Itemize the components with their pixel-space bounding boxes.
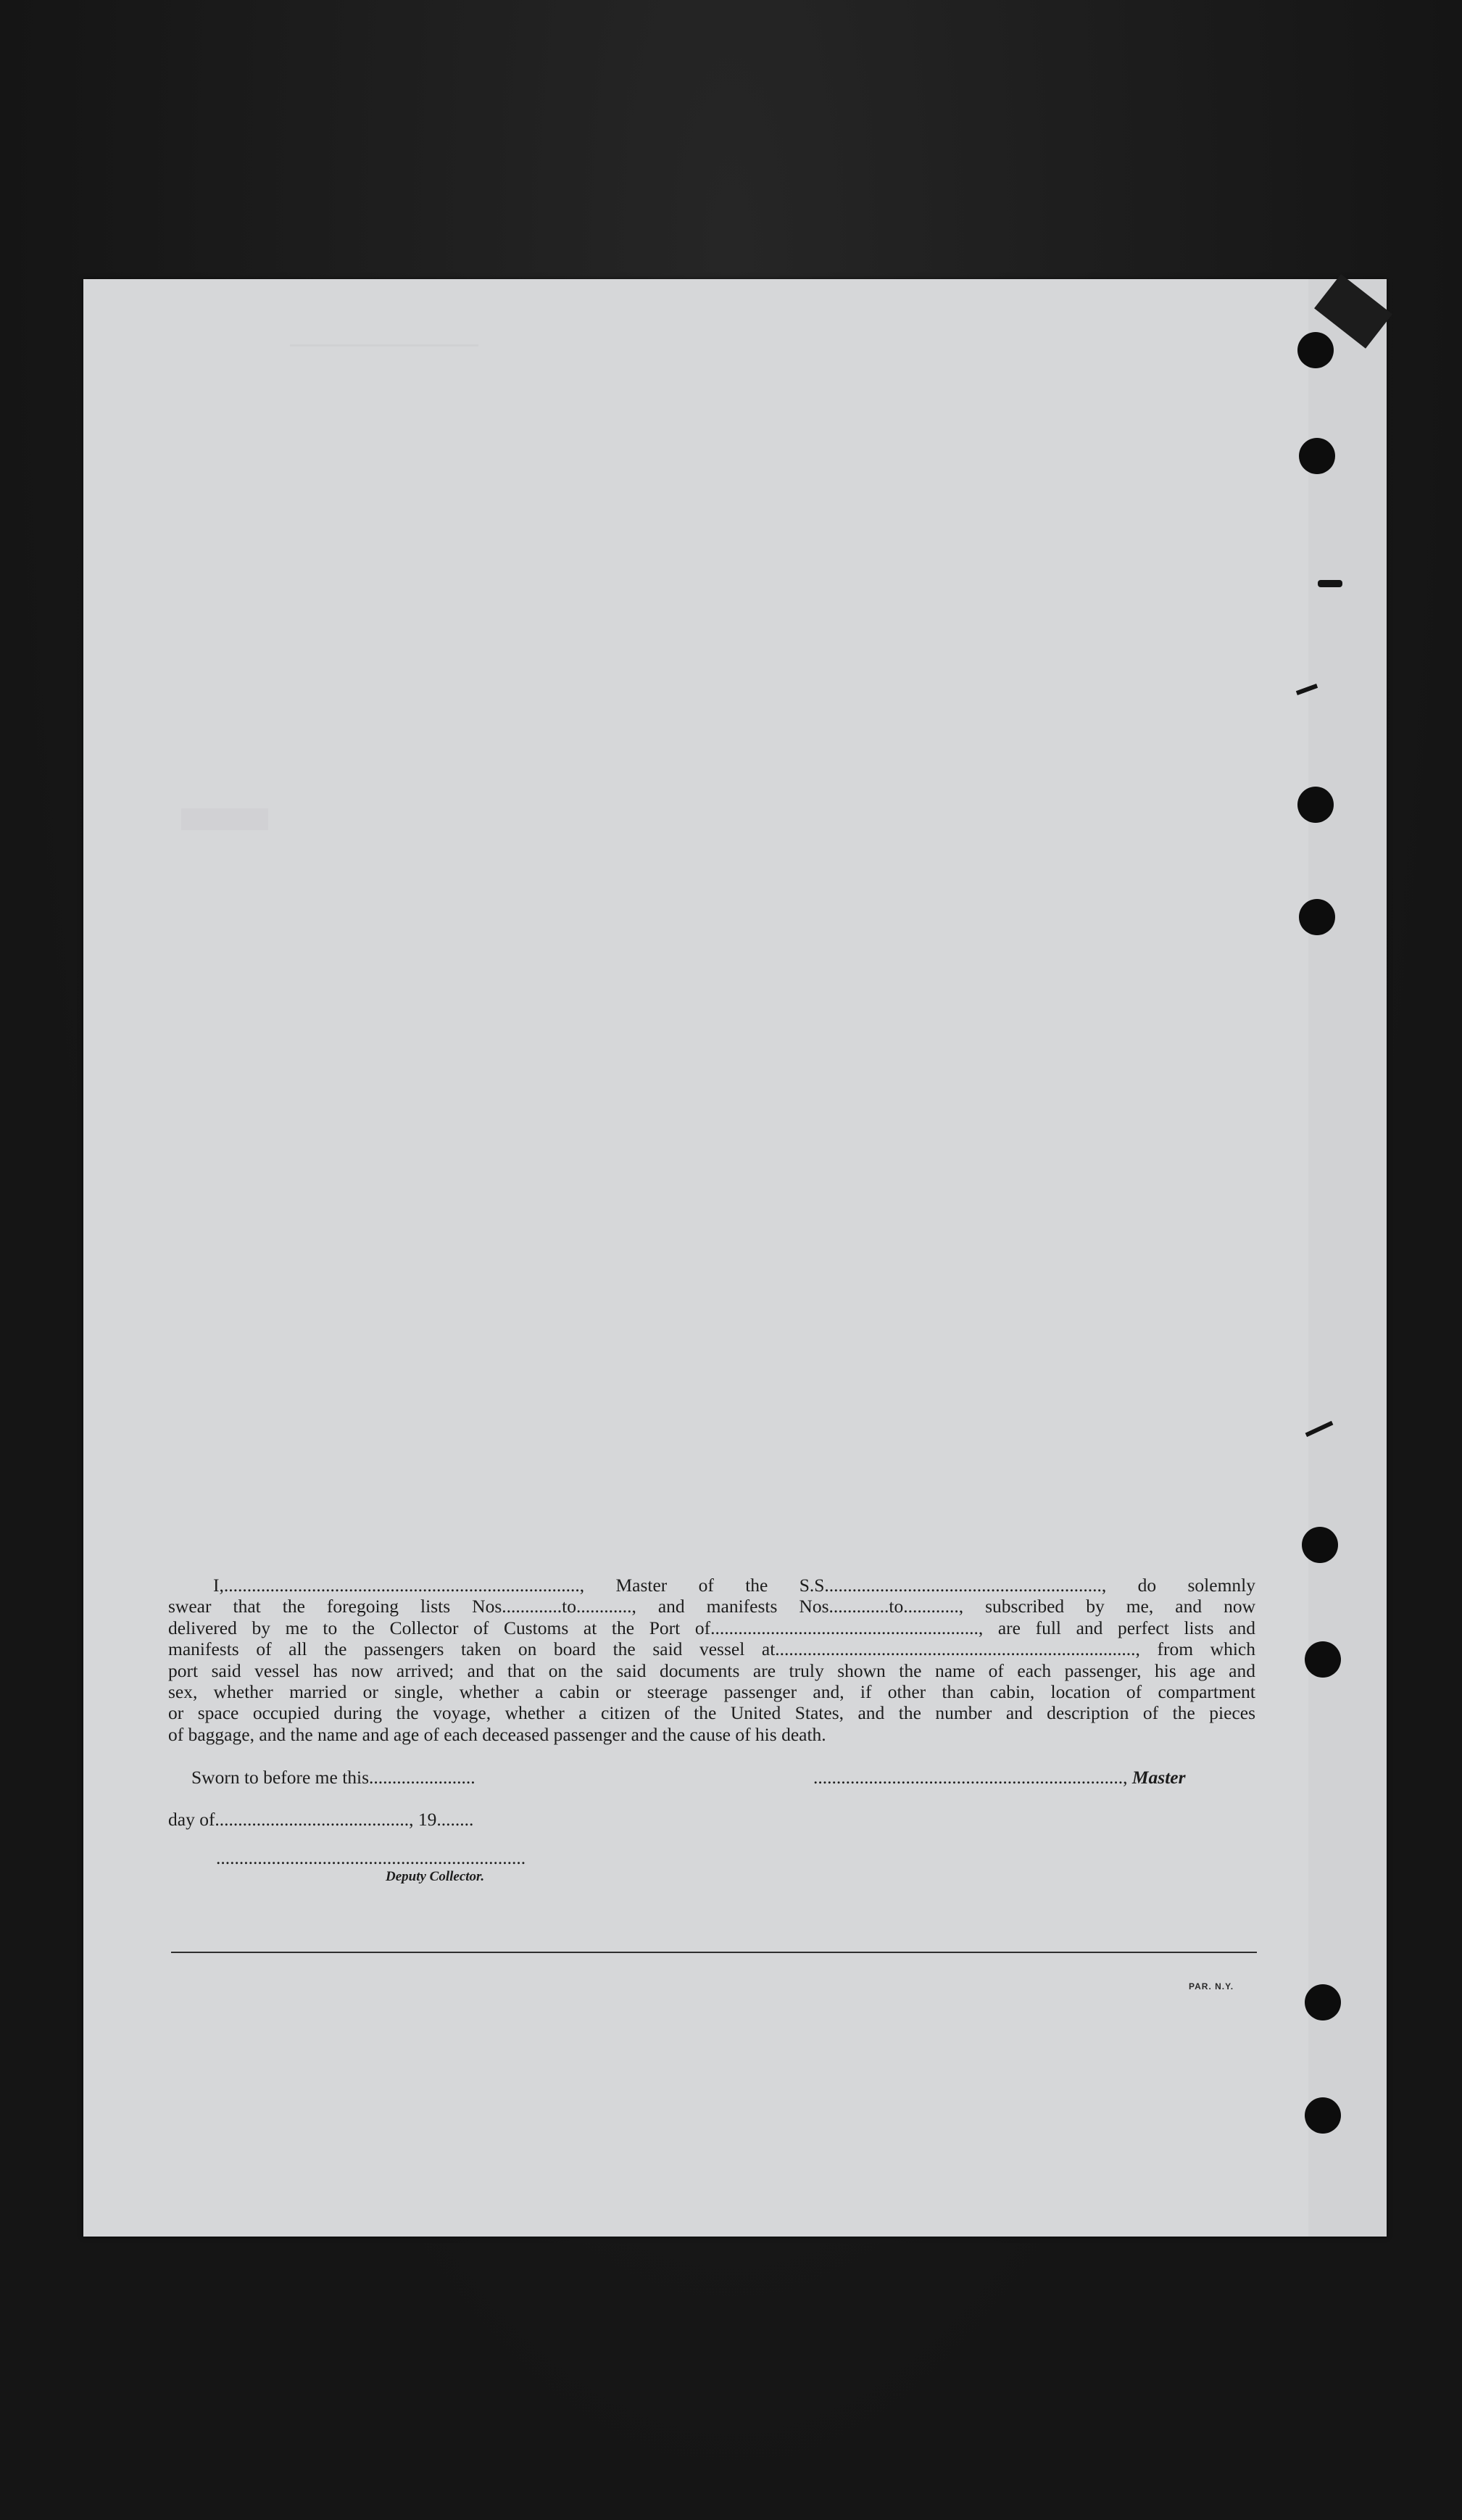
punch-hole-icon (1302, 1527, 1338, 1563)
deputy-signature-dots: ................................................................... (216, 1847, 526, 1868)
bleed-through-mark (181, 808, 268, 830)
oath-line: port said vessel has now arrived; and that on the said documents are truly shown the name of each passenger, his age and (168, 1659, 1255, 1681)
oath-line: of baggage, and the name and age of each deceased passenger and the cause of his death. (168, 1723, 826, 1745)
deputy-collector-label: Deputy Collector. (386, 1869, 485, 1884)
master-label: Master (1131, 1767, 1186, 1788)
sworn-before-line: Sworn to before me this....................... (191, 1767, 475, 1788)
oath-line: sex, whether married or single, whether a cabin or steerage passenger and, if other than cabin, location of compartment (168, 1681, 1255, 1703)
page-right-margin (1308, 279, 1387, 2237)
punch-hole-icon (1299, 899, 1335, 935)
day-of-line: day of.........................................., 19........ (168, 1809, 474, 1830)
oath-line: delivered by me to the Collector of Customs at the Port of.........................................................., are full and perfect lists and (168, 1617, 1255, 1638)
binding-tear-mark (1318, 580, 1342, 587)
punch-hole-icon (1305, 1984, 1341, 2020)
horizontal-rule (171, 1952, 1257, 1953)
document-page (83, 279, 1387, 2237)
punch-hole-icon (1299, 438, 1335, 474)
oath-line: swear that the foregoing lists Nos.............to............, and manifests Nos.............to............, subscribed by me, and now (168, 1596, 1255, 1617)
punch-hole-icon (1305, 1641, 1341, 1678)
punch-hole-icon (1297, 332, 1334, 368)
punch-hole-icon (1305, 2097, 1341, 2134)
oath-line: I,............................................................................., Master of the S.S............................................................, do solemnly (213, 1575, 1255, 1596)
master-oath-paragraph (168, 1575, 1255, 1745)
master-signature-dots: ..................................................................., (813, 1767, 1128, 1788)
oath-line: or space occupied during the voyage, whether a citizen of the United States, and the number and description of the pieces (168, 1702, 1255, 1724)
punch-hole-icon (1297, 787, 1334, 823)
master-signature-line (813, 1767, 1186, 1789)
bleed-through-mark (290, 344, 478, 390)
oath-line: manifests of all the passengers taken on board the said vessel at.............................................................................., from which (168, 1638, 1255, 1660)
printer-mark: PAR. N.Y. (1189, 1981, 1234, 1991)
